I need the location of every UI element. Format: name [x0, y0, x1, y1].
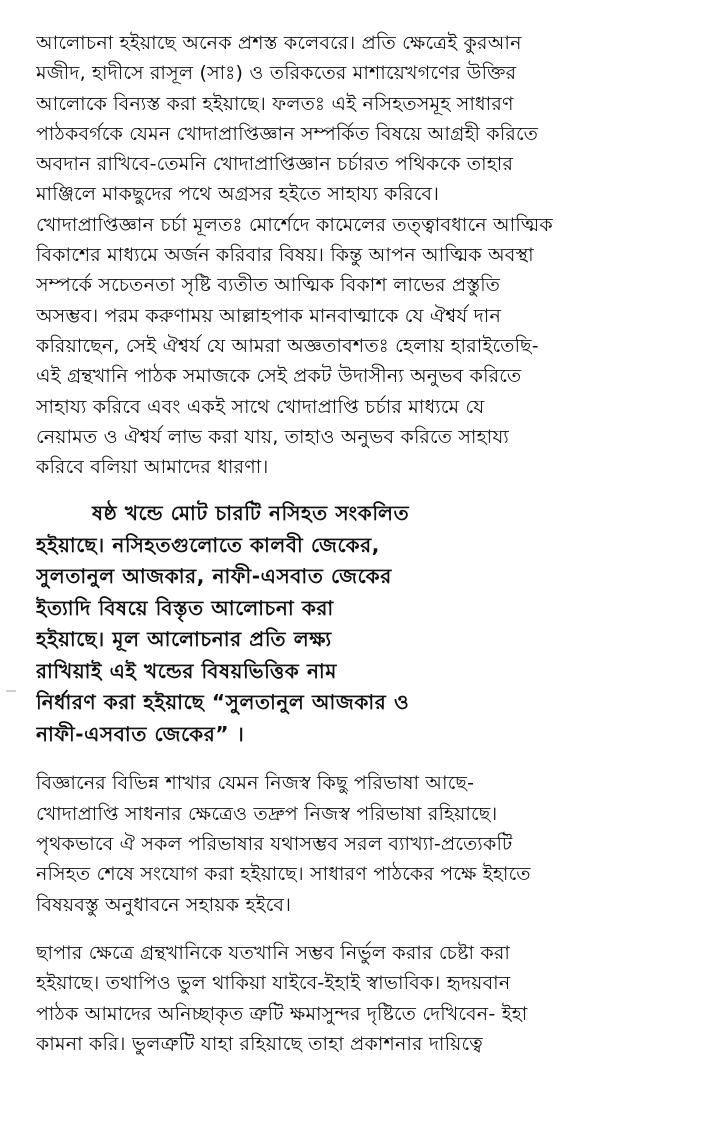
text-line: ইত্যাদি বিষয়ে বিস্তৃত আলোচনা করা	[36, 595, 334, 620]
text-line: হইয়াছে। মূল আলোচনার প্রতি লক্ষ্য	[36, 627, 332, 652]
text-line: খোদাপ্রাপ্তিজ্ঞান চর্চা মূলতঃ মোর্শেদে কামেলের তত্ত্বাবধানে আত্মিক	[36, 213, 553, 236]
book-page	[36, 28, 676, 1059]
text-line: পাঠকবর্গকে যেমন খোদাপ্রাপ্তিজ্ঞান সম্পর্কিত বিষয়ে আগ্রহী করিতে	[36, 122, 539, 145]
text-line: আলোকে বিন্যস্ত করা হইয়াছে। ফলতঃ এই নসিহতসমূহ সাধারণ	[36, 92, 514, 115]
text-line: মজীদ, হাদীসে রাসূল (সাঃ) ও তরিকতের মাশায়েখগণের উক্তির	[36, 62, 517, 85]
intro-paragraph	[36, 28, 676, 482]
text-line: পাঠক আমাদের অনিচ্ছাকৃত ত্রুটি ক্ষমাসুন্দর দৃষ্টিতে দেখিবেন- ইহা	[36, 1002, 528, 1025]
text-line: অবদান রাখিবে-তেমনি খোদাপ্রাপ্তিজ্ঞান চর্চারত পথিককে তাহার	[36, 153, 514, 176]
text-line: রাখিয়াই এই খন্ডের বিষয়ভিত্তিক নাম	[36, 658, 337, 683]
text-line: হইয়াছে। নসিহতগুলোতে কালবী জেকের,	[36, 532, 380, 557]
text-line: আলোচনা হইয়াছে অনেক প্রশস্ত কলেবরে। প্রতি ক্ষেত্রেই কুরআন	[36, 32, 522, 54]
volume-summary-paragraph	[36, 498, 676, 750]
text-line: মাঞ্জিলে মাকছুদের পথে অগ্রসর হইতে সাহায্য করিবে।	[36, 183, 440, 206]
text-line: হইয়াছে। তথাপিও ভুল থাকিয়া যাইবে-ইহাই স্বাভাবিক। হৃদয়বান	[36, 972, 511, 995]
text-line: নসিহত শেষে সংযোগ করা হইয়াছে। সাধারণ পাঠকের পক্ষে ইহাতে	[36, 863, 531, 886]
text-line: খোদাপ্রাপ্তি সাধনার ক্ষেত্রেও তদ্রুপ নিজস্ব পরিভাষা রহিয়াছে।	[36, 802, 498, 825]
text-line: ষষ্ঠ খন্ডে মোট চারটি নসিহত সংকলিত	[92, 501, 410, 526]
text-line: নাফী-এসবাত জেকের” ।	[36, 721, 245, 746]
text-line: নির্ধারণ করা হইয়াছে “সুলতানুল আজকার ও	[36, 690, 410, 715]
text-line: বিকাশের মাধ্যমে অর্জন করিবার বিষয়। কিন্তু আপন আত্মিক অবস্থা	[36, 244, 534, 267]
text-line: করিয়াছেন, সেই ঐশ্বর্য যে আমরা অজ্ঞতাবশতঃ হেলায় হারাইতেছি-	[36, 334, 539, 357]
text-line: সম্পর্কে সচেতনতা সৃষ্টি ব্যতীত আত্মিক বিকাশ লাভের প্রস্তুতি	[36, 274, 501, 297]
text-line: পৃথকভাবে ঐ সকল পরিভাষার যথাসম্ভব সরল ব্যাখ্যা-প্রত্যেকটি	[36, 833, 513, 856]
text-line: সুলতানুল আজকার, নাফী-এসবাত জেকের	[36, 564, 392, 589]
text-line: অসম্ভব। পরম করুণাময় আল্লাহপাক মানবাত্মাকে যে ঐশ্বর্য দান	[36, 304, 502, 327]
text-line: সাহায্য করিবে এবং একই সাথে খোদাপ্রাপ্তি চর্চার মাধ্যমে যে	[36, 395, 485, 418]
scan-speck	[6, 690, 16, 692]
text-line: কামনা করি। ভুলত্রুটি যাহা রহিয়াছে তাহা প্রকাশনার দায়িত্বে	[36, 1032, 483, 1055]
text-line: বিষয়বস্তু অনুধাবনে সহায়ক হইবে।	[36, 893, 292, 916]
terminology-paragraph	[36, 768, 676, 919]
text-line: নেয়ামত ও ঐশ্বর্য লাভ করা যায়, তাহাও অনুভব করিতে সাহায্য	[36, 425, 509, 448]
text-line: বিজ্ঞানের বিভিন্ন শাখার যেমন নিজস্ব কিছু পরিভাষা আছে-	[36, 772, 475, 795]
text-line: এই গ্রন্থখানি পাঠক সমাজকে সেই প্রকট উদাসীন্য অনুভব করিতে	[36, 365, 522, 388]
text-line: করিবে বলিয়া আমাদের ধারণা।	[36, 456, 269, 479]
text-line: ছাপার ক্ষেত্রে গ্রন্থখানিকে যতখানি সম্ভব নির্ভুল করার চেষ্টা করা	[36, 941, 511, 964]
errata-paragraph	[36, 938, 676, 1059]
